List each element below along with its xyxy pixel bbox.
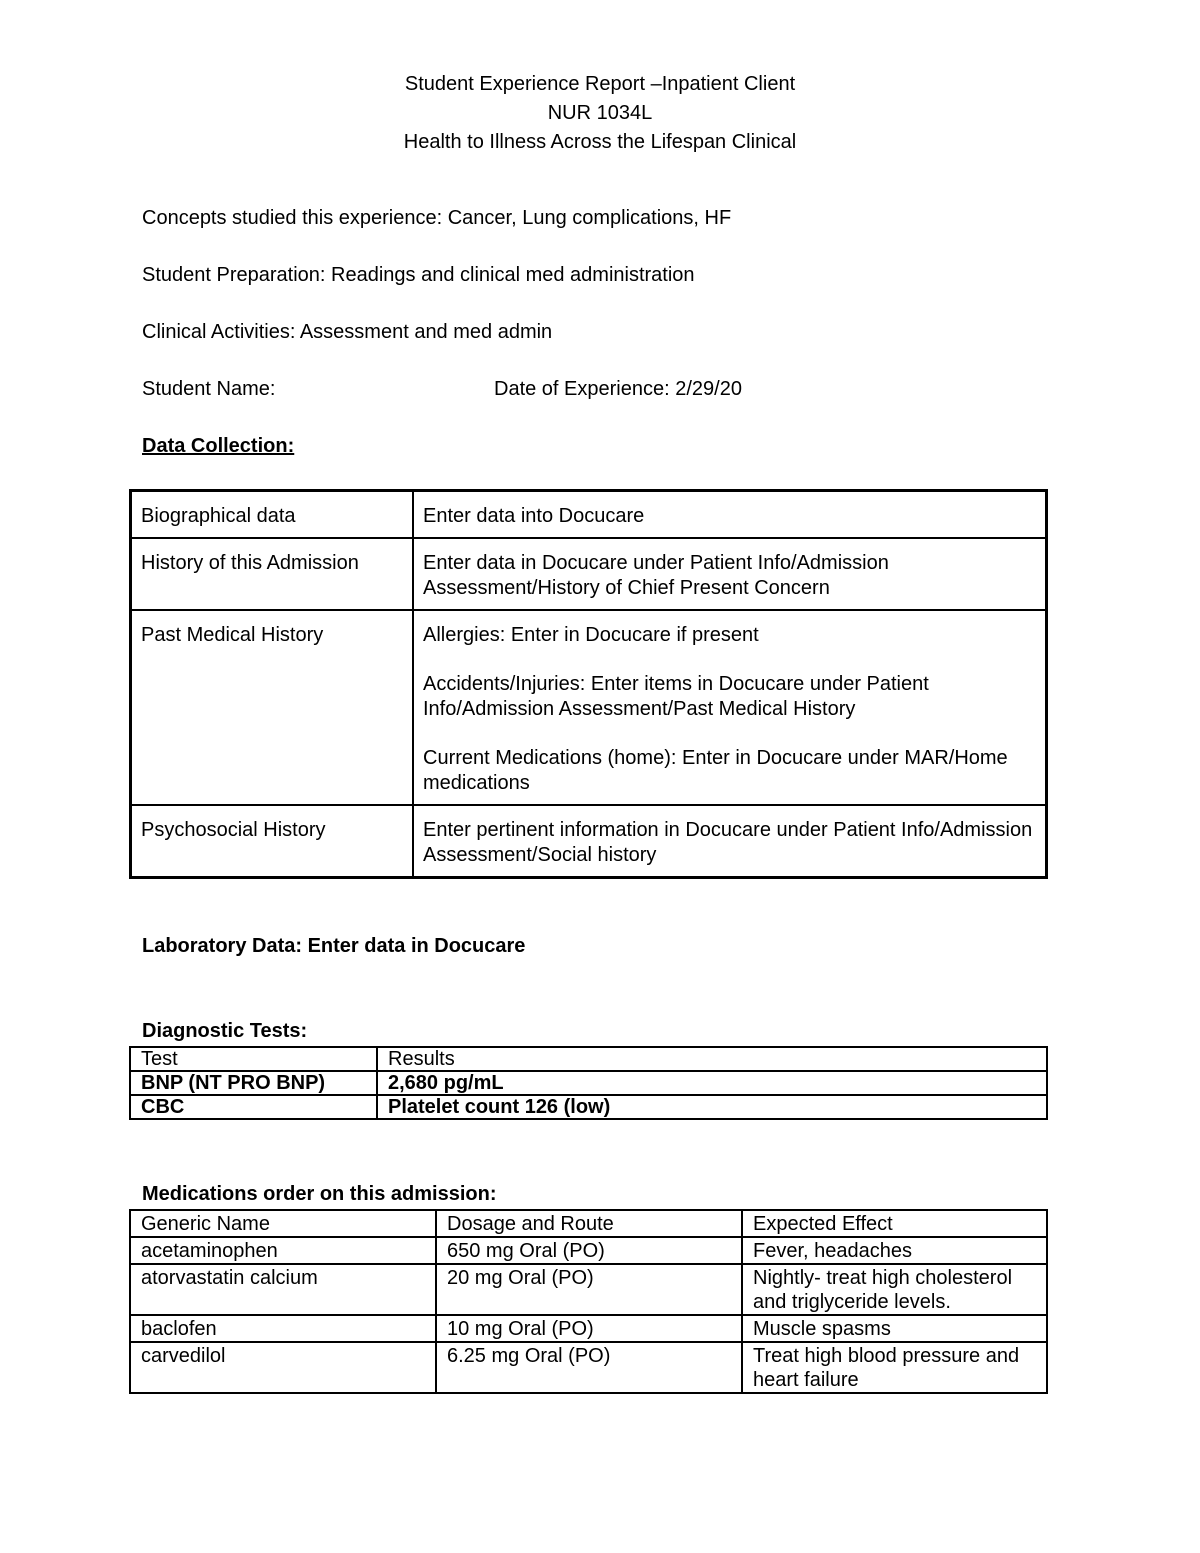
student-name-label: Student Name: — [142, 378, 276, 400]
table-cell: Platelet count 126 (low) — [377, 1095, 1047, 1119]
table-cell: Treat high blood pressure and heart failure — [742, 1342, 1047, 1393]
table-row — [131, 491, 1047, 539]
table-row — [130, 1264, 1047, 1315]
table-cell: 10 mg Oral (PO) — [436, 1315, 742, 1342]
row-paragraph: Enter data into Docucare — [423, 505, 645, 527]
table-cell: atorvastatin calcium — [130, 1264, 436, 1315]
column-header: Test — [130, 1047, 377, 1071]
row-content — [413, 491, 1047, 539]
table-row — [131, 538, 1047, 610]
row-paragraph: Allergies: Enter in Docucare if present — [423, 624, 759, 646]
column-header: Expected Effect — [742, 1210, 1047, 1237]
table-cell: carvedilol — [130, 1342, 436, 1393]
row-paragraph: Current Medications (home): Enter in Docucare under MAR/Home medications — [423, 747, 1008, 794]
table-row — [131, 610, 1047, 805]
row-label: Biographical data — [131, 491, 414, 539]
column-header: Results — [377, 1047, 1047, 1071]
table-cell: 650 mg Oral (PO) — [436, 1237, 742, 1264]
table-header-row — [130, 1210, 1047, 1237]
row-label: Past Medical History — [131, 610, 414, 805]
row-content — [413, 805, 1047, 878]
table-row — [131, 805, 1047, 878]
row-paragraph: Accidents/Injuries: Enter items in Docucare under Patient Info/Admission Assessment/Past Medical History — [423, 673, 929, 720]
data-collection-heading: Data Collection: — [142, 435, 295, 457]
course-code: NUR 1034L — [547, 102, 653, 124]
report-header — [0, 70, 1200, 157]
row-label: Psychosocial History — [131, 805, 414, 878]
diagnostic-tests-heading: Diagnostic Tests: — [142, 1020, 308, 1042]
table-row — [130, 1095, 1047, 1119]
table-cell: 20 mg Oral (PO) — [436, 1264, 742, 1315]
medications-heading: Medications order on this admission: — [142, 1183, 497, 1205]
table-cell: CBC — [130, 1095, 377, 1119]
activities-line: Clinical Activities: Assessment and med admin — [142, 321, 553, 343]
table-cell: Muscle spasms — [742, 1315, 1047, 1342]
report-title: Student Experience Report –Inpatient Client — [404, 73, 796, 95]
data-collection-table — [129, 489, 1048, 879]
table-cell: 6.25 mg Oral (PO) — [436, 1342, 742, 1393]
column-header: Generic Name — [130, 1210, 436, 1237]
column-header: Dosage and Route — [436, 1210, 742, 1237]
table-header-row — [130, 1047, 1047, 1071]
medications-table — [129, 1209, 1048, 1394]
table-cell: Fever, headaches — [742, 1237, 1047, 1264]
preparation-line: Student Preparation: Readings and clinical med administration — [142, 264, 695, 286]
table-cell: baclofen — [130, 1315, 436, 1342]
table-row — [130, 1071, 1047, 1095]
course-name: Health to Illness Across the Lifespan Clinical — [403, 131, 797, 153]
table-cell: BNP (NT PRO BNP) — [130, 1071, 377, 1095]
row-label: History of this Admission — [131, 538, 414, 610]
concepts-line: Concepts studied this experience: Cancer, Lung complications, HF — [142, 207, 732, 229]
table-row — [130, 1237, 1047, 1264]
diagnostic-tests-table — [129, 1046, 1048, 1120]
row-paragraph: Enter pertinent information in Docucare under Patient Info/Admission Assessment/Social history — [423, 819, 1033, 866]
row-content — [413, 610, 1047, 805]
table-cell: acetaminophen — [130, 1237, 436, 1264]
laboratory-heading: Laboratory Data: Enter data in Docucare — [142, 935, 526, 957]
date-of-experience: Date of Experience: 2/29/20 — [494, 378, 742, 400]
row-content — [413, 538, 1047, 610]
table-row — [130, 1315, 1047, 1342]
table-row — [130, 1342, 1047, 1393]
row-paragraph: Enter data in Docucare under Patient Info/Admission Assessment/History of Chief Present Concern — [423, 552, 889, 599]
table-cell: Nightly- treat high cholesterol and triglyceride levels. — [742, 1264, 1047, 1315]
table-cell: 2,680 pg/mL — [377, 1071, 1047, 1095]
